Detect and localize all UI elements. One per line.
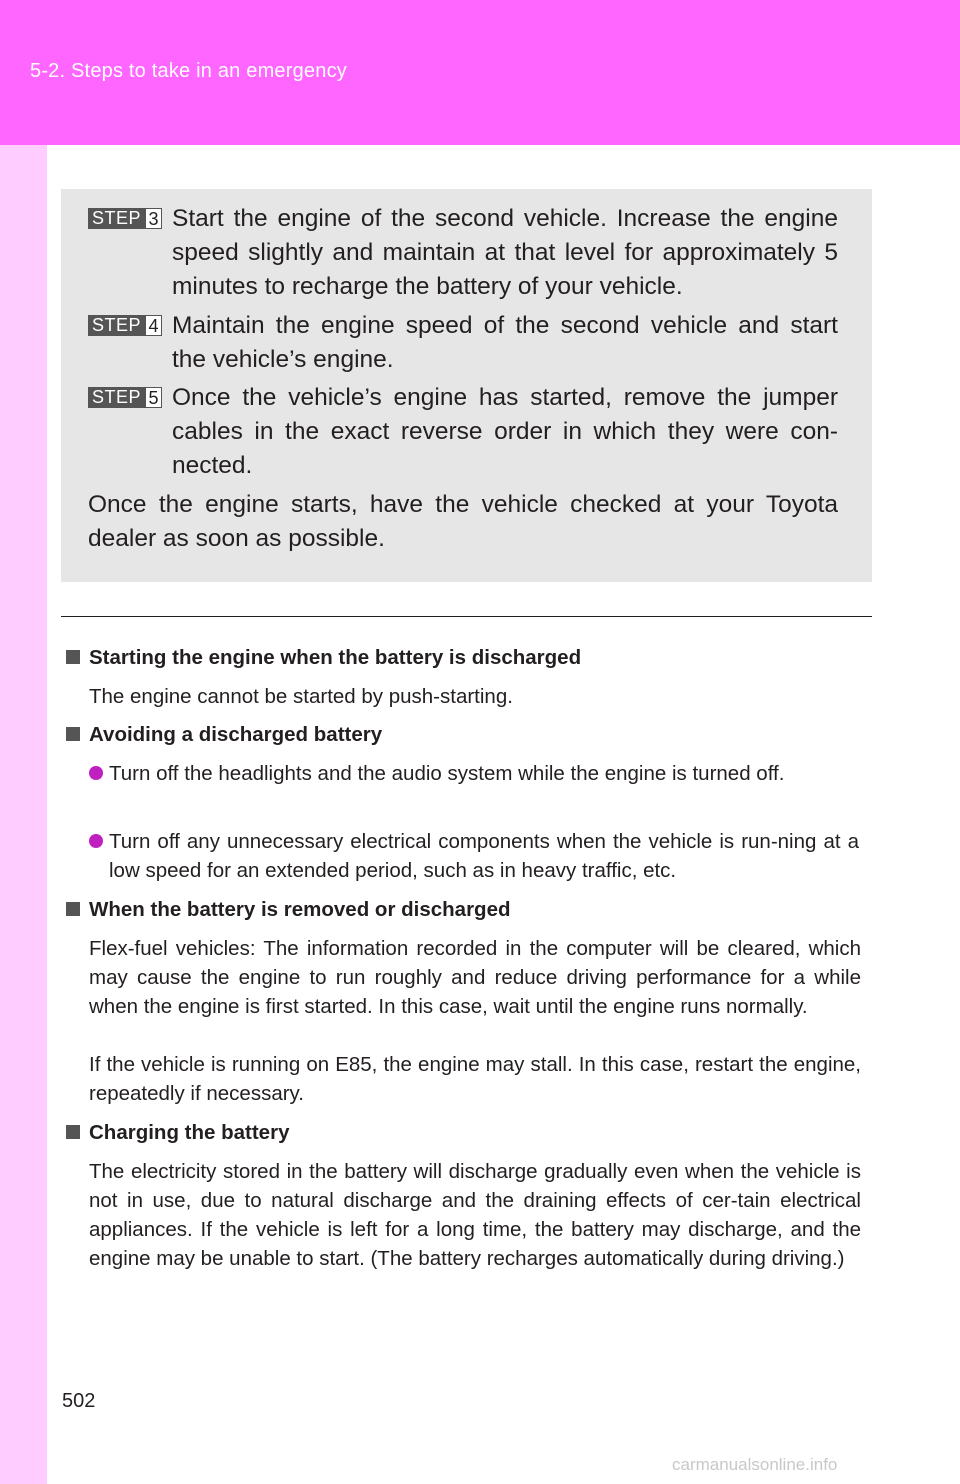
- note-body: If the vehicle is running on E85, the engine may stall. In this case, restart the engine, repeatedly if necessary.: [89, 1053, 861, 1105]
- step-text: Maintain the engine speed of the second vehicle and start the vehicle’s engine.: [172, 312, 838, 373]
- note-body: The engine cannot be started by push-starting.: [89, 685, 513, 708]
- list-item: [89, 759, 859, 788]
- note-body: The electricity stored in the battery will discharge gradually even when the vehicle is not in use, due to natural discharge and the draining effects of cer-tain electrical appliances. If the vehicle is left for a long time, the battery may discharge, and the engine may be unable to start. (The battery recharges automatically during driving.): [89, 1160, 861, 1270]
- square-bullet-icon: [66, 902, 80, 916]
- note-heading-avoiding-discharge: [66, 722, 866, 748]
- note-heading-text: When the battery is removed or discharged: [89, 898, 511, 921]
- step-text: Start the engine of the second vehicle. Increase the engine speed slightly and maintain at that level for approximately 5 minutes to recharge the battery of your vehicle.: [172, 205, 838, 300]
- circle-bullet-icon: [89, 766, 103, 780]
- square-bullet-icon: [66, 1125, 80, 1139]
- section-title: 5-2. Steps to take in an emergency: [30, 60, 347, 82]
- list-item: [89, 827, 859, 885]
- note-body: Flex-fuel vehicles: The information recorded in the computer will be cleared, which may cause the engine to run roughly and reduce driving performance for a while when the engine is first started. In this case, wait until the engine runs normally.: [89, 937, 861, 1018]
- circle-bullet-icon: [89, 834, 103, 848]
- step-3: [88, 202, 838, 304]
- note-heading-text: Charging the battery: [89, 1121, 290, 1144]
- divider: [61, 616, 872, 617]
- step-badge: [88, 315, 162, 336]
- step-badge-label: STEP: [88, 387, 145, 408]
- list-item-text: Turn off the headlights and the audio system while the engine is turned off.: [109, 762, 785, 785]
- square-bullet-icon: [66, 727, 80, 741]
- step-badge-label: STEP: [88, 208, 145, 229]
- step-4: [88, 309, 838, 377]
- step-badge: [88, 208, 162, 229]
- side-band: [0, 145, 47, 1484]
- note-heading-charging: [66, 1120, 866, 1146]
- note-heading-battery-removed: [66, 897, 866, 923]
- step-text: Once the vehicle’s engine has started, remove the jumper cables in the exact reverse order in which they were con-nected.: [172, 384, 838, 479]
- step-badge: [88, 387, 162, 408]
- step-5: [88, 381, 838, 483]
- step-badge-number: 4: [145, 315, 162, 336]
- square-bullet-icon: [66, 650, 80, 664]
- closing-paragraph: Once the engine starts, have the vehicle checked at your Toyota dealer as soon as possible.: [88, 491, 838, 552]
- step-badge-label: STEP: [88, 315, 145, 336]
- watermark: carmanualsonline.info: [672, 1455, 838, 1474]
- page-number: 502: [62, 1390, 96, 1412]
- step-badge-number: 5: [145, 387, 162, 408]
- list-item-text: Turn off any unnecessary electrical components when the vehicle is run-ning at a low speed for an extended period, such as in heavy traffic, etc.: [109, 830, 859, 882]
- note-heading-text: Starting the engine when the battery is discharged: [89, 646, 582, 669]
- note-heading-starting-engine: [66, 645, 866, 671]
- note-heading-text: Avoiding a discharged battery: [89, 723, 383, 746]
- step-badge-number: 3: [145, 208, 162, 229]
